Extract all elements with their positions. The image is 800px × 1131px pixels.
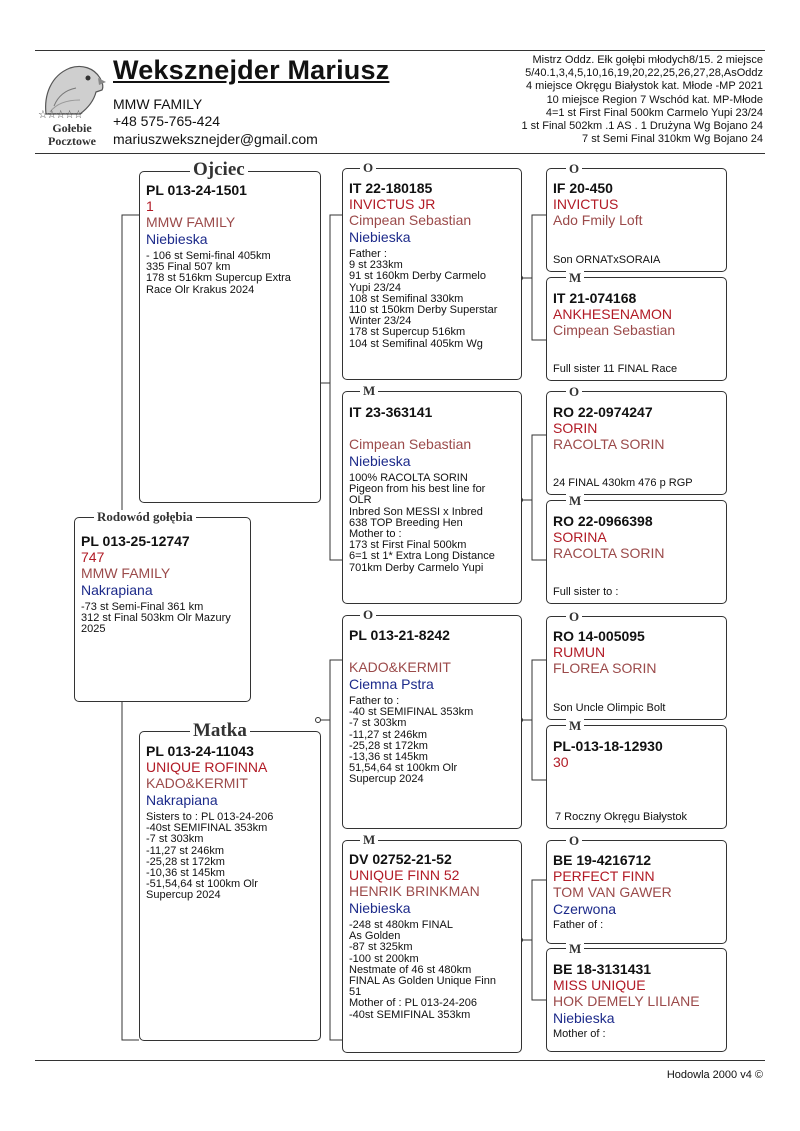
ring-number: PL 013-24-1501 [146,182,247,198]
connector-mf-parents [520,660,546,780]
info-line: Full sister to : [553,586,619,598]
info-line: 104 st Semifinal 405km Wg [349,337,483,350]
fmf-label: O [566,385,582,398]
info-line: -40st SEMIFINAL 353km [349,1008,471,1021]
info-line: 701km Derby Carmelo Yupi [349,561,484,574]
phone: +48 575-765-424 [113,113,221,129]
owner: HENRIK BRINKMAN [349,883,480,899]
fm-card[interactable] [342,391,522,604]
pigeon-name: SORIN [553,420,598,436]
achievement-line: Mistrz Oddz. Ełk gołębi młodych8/15. 2 miejsce [532,54,763,66]
info-line: Son ORNATxSORAIA [553,254,661,266]
loft-name: MMW FAMILY [113,96,203,112]
color: Nakrapiana [146,792,218,808]
pigeon-name: 30 [553,754,569,770]
owner: MMW FAMILY [81,565,171,581]
mff-card[interactable] [546,616,727,720]
pigeon-card[interactable] [74,517,251,702]
info-line: 178 st 516km Supercup Extra [146,272,291,285]
color: Niebieska [349,453,411,469]
info-line: Mother of : [553,1028,606,1040]
color: Niebieska [349,229,411,245]
logo-text-1: Gołebie [52,121,92,135]
info-line: Father of : [553,919,604,931]
mfm-label: M [566,719,584,732]
info-line: -7 st 303km [349,717,407,730]
ff-label: O [360,161,376,174]
mf-card[interactable] [342,615,522,829]
fff-card[interactable] [546,168,727,272]
owner: KADO&KERMIT [146,775,248,791]
connector-father-parents [318,215,342,560]
info-line: -100 st 200km [349,952,419,965]
pigeon-name: UNIQUE ROFINNA [146,759,268,775]
ffm-label: M [566,271,584,284]
achievement-line: 5/40.1,3,4,5,10,16,19,20,22,25,26,27,28,AsOddz [525,67,763,80]
ring-number: PL 013-25-12747 [81,533,190,549]
ring-number: RO 14-005095 [553,628,645,644]
mmm-label: M [566,942,584,955]
ffm-card[interactable] [546,277,727,381]
info-line: 2025 [81,623,106,636]
info-line: 108 st Semifinal 330km [349,292,464,305]
pigeon-name: 747 [81,549,105,565]
info-line: 335 Final 507 km [146,261,231,274]
info-line: Nestmate of 46 st 480km [349,963,472,976]
footer-rule [35,1060,765,1061]
connector-pigeon-mother [122,700,139,1040]
info-line: 312 st Final 503km Olr Mazury [81,612,231,625]
owner: Ado Fmily Loft [553,212,643,228]
achievement-line: 4 miejsce Okręgu Białystok kat. Młode -MP 2021 [525,80,763,93]
info-line: -11,27 st 246km [146,844,225,857]
info-line: -7 st 303km [146,833,204,846]
info-line: 638 TOP Breeding Hen [349,516,463,529]
ring-number: BE 18-3131431 [553,961,652,977]
connector-mother-parents [318,660,342,1040]
ff-card[interactable] [342,168,522,380]
info-line: 178 st Supercup 516km [349,326,466,339]
info-line: -13,36 st 145km [349,751,428,764]
owner: HOK DEMELY LILIANE [553,993,700,1009]
ring-number: BE 19-4216712 [553,852,652,868]
info-line: 91 st 160km Derby Carmelo [349,270,486,283]
mf-label: O [360,608,376,621]
father-card[interactable] [139,171,321,503]
info-line: Mother of : PL 013-24-206 [349,997,478,1010]
fmm-label: M [566,494,584,507]
info-line: Race Olr Krakus 2024 [146,283,255,296]
connector-mm-parents [520,880,546,1000]
info-line: As Golden [349,930,401,943]
achievement-line: 1 st Final 502km .1 AS . 1 Drużyna Wg Bojano 24 [521,120,763,133]
info-line: Supercup 2024 [349,773,424,786]
info-line: Full sister 11 FINAL Race [553,363,678,375]
info-line: 110 st 150km Derby Superstar [349,304,498,317]
info-line: 9 st 233km [349,259,403,272]
pigeon-name: INVICTUS JR [349,196,436,212]
info-line: 6=1 st 1* Extra Long Distance [349,550,495,563]
fm-label: M [360,384,378,397]
info-line: 7 Roczny Okręgu Białystok [555,811,688,823]
owner: Cimpean Sebastian [349,436,472,452]
color: Nakrapiana [81,582,153,598]
owner: MMW FAMILY [146,214,236,230]
info-line: Yupi 23/24 [349,281,401,294]
info-line: -40st SEMIFINAL 353km [146,822,268,835]
info-line: -248 st 480km FINAL [349,919,453,931]
info-line: 100% RACOLTA SORIN [349,472,468,484]
info-line: -73 st Semi-Final 361 km [81,601,204,613]
achievement-line: 4=1 st First Final 500km Carmelo Yupi 23/24 [545,106,763,119]
info-line: -10,36 st 145km [146,867,225,880]
pigeon-name: UNIQUE FINN 52 [349,867,460,883]
pigeon-name: MISS UNIQUE [553,977,646,993]
ring-number: DV 02752-21-52 [349,851,452,867]
info-line: 51,54,64 st 100km Olr [349,762,458,775]
owner: FLOREA SORIN [553,660,657,676]
ring-number: IT 23-363141 [349,404,433,420]
connector-ff-parents [520,215,546,340]
ring-number: RO 22-0966398 [553,513,653,529]
fmm-card[interactable] [546,500,727,604]
color: Czerwona [553,901,617,917]
stars-icon: ☆☆☆☆☆ [38,109,83,121]
info-line: Father to : [349,695,400,707]
info-line: -25,28 st 172km [349,739,428,752]
pigeon-label: Rodowód gołębia [94,510,196,523]
footer-credit: Hodowla 2000 v4 © [666,1069,763,1081]
mmf-card[interactable] [546,840,727,944]
info-line: Supercup 2024 [146,889,221,902]
info-line: OLR [349,494,372,507]
info-line: -11,27 st 246km [349,728,428,741]
owner: KADO&KERMIT [349,659,451,675]
fff-label: O [566,162,582,175]
info-line: 173 st First Final 500km [349,539,467,552]
pigeon-name: SORINA [553,529,607,545]
info-line: - 106 st Semi-final 405km [146,250,271,262]
ring-number: RO 22-0974247 [553,404,653,420]
pigeon-name: 1 [146,198,154,214]
ring-number: PL 013-21-8242 [349,627,450,643]
info-line: Father : [349,248,387,260]
father-label: Ojciec [190,160,248,180]
info-line: -51,54,64 st 100km Olr [146,878,258,891]
ring-number: PL 013-24-11043 [146,743,254,759]
mfm-card[interactable] [546,725,727,829]
email[interactable]: mariuszweksznejder@gmail.com [113,131,318,147]
mm-label: M [360,833,378,846]
connector-pigeon-father [122,215,139,517]
pigeon-name: RUMUN [553,644,606,660]
info-line: Son Uncle Olimpic Bolt [553,702,666,714]
info-line: 24 FINAL 430km 476 p RGP [553,477,693,489]
mmf-label: O [566,834,582,847]
mother-label: Matka [190,721,250,741]
pigeon-name: ANKHESENAMON [553,306,673,322]
ring-number: IT 21-074168 [553,290,637,306]
ring-number: PL-013-18-12930 [553,738,663,754]
mother-card[interactable] [139,731,321,1041]
info-line: Sisters to : PL 013-24-206 [146,811,274,823]
owner: TOM VAN GAWER [553,884,672,900]
info-line: -25,28 st 172km [146,855,225,868]
mmm-card[interactable] [546,948,727,1052]
owner: Cimpean Sebastian [553,322,676,338]
info-line: Winter 23/24 [349,315,412,328]
mm-card[interactable] [342,840,522,1053]
info-line: -87 st 325km [349,941,413,954]
mff-label: O [566,610,582,623]
owner: RACOLTA SORIN [553,545,665,561]
info-line: 51 [349,986,362,999]
pigeon-name: PERFECT FINN [553,868,655,884]
fmf-card[interactable] [546,391,727,495]
info-line: -40 st SEMIFINAL 353km [349,706,474,719]
info-line: Inbred Son MESSI x Inbred [349,505,483,518]
pigeon-name: INVICTUS [553,196,619,212]
ring-number: IF 20-450 [553,180,613,196]
logo-text-2: Pocztowe [48,134,96,148]
breeder-name: Weksznejder Mariusz [113,55,390,85]
owner: RACOLTA SORIN [553,436,665,452]
color: Niebieska [349,900,411,916]
achievement-line: 10 miejsce Region 7 Wschód kat. MP-Młode [546,93,763,106]
color: Niebieska [146,231,208,247]
achievement-line: 7 st Semi Final 310km Wg Bojano 24 [582,133,763,146]
color: Niebieska [553,1010,615,1026]
connector-fm-parents [520,435,546,560]
info-line: FINAL As Golden Unique Finn [349,975,496,988]
owner: Cimpean Sebastian [349,212,472,228]
info-line: Pigeon from his best line for [349,483,486,496]
ring-number: IT 22-180185 [349,180,433,196]
info-line: Mother to : [349,528,402,541]
color: Ciemna Pstra [349,676,434,692]
